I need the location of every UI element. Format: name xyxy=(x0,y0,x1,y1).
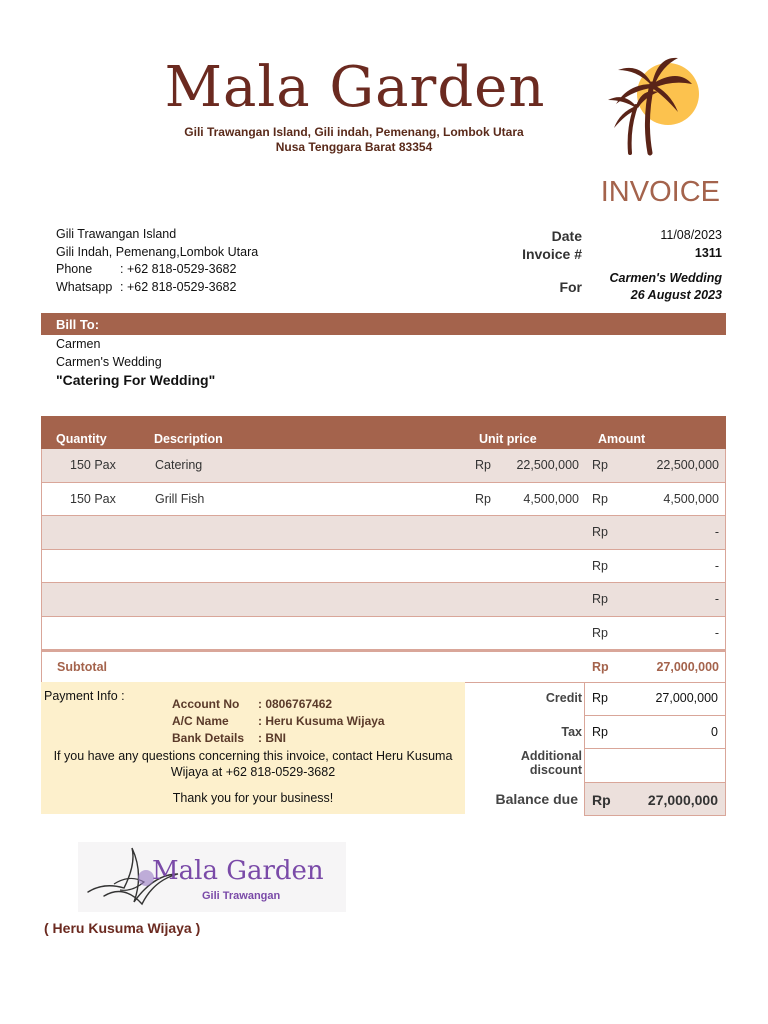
balance-due-value: 27,000,000 xyxy=(647,791,718,808)
tax-label: Tax xyxy=(561,725,582,739)
contact-note-line1: If you have any questions concerning this invoice, contact Heru Kusuma xyxy=(53,749,453,763)
palm-tree-sun-icon xyxy=(600,48,710,158)
items-table xyxy=(41,416,726,683)
stamp-brand: Mala Garden xyxy=(152,856,324,886)
header-amount: Amount xyxy=(598,432,646,446)
table-row xyxy=(41,550,726,584)
signature-stamp xyxy=(78,842,346,912)
invoice-number-label: Invoice # xyxy=(522,246,582,262)
subtotal-row xyxy=(41,650,726,683)
company-address-line2: Nusa Tenggara Barat 83354 xyxy=(275,140,433,154)
table-row xyxy=(41,583,726,617)
bill-to-header xyxy=(41,313,726,335)
balance-due-currency: Rp xyxy=(592,791,611,808)
tax-currency: Rp xyxy=(592,724,608,739)
additional-discount-label-line1: Additional xyxy=(520,749,582,763)
payment-info-box xyxy=(41,682,465,814)
payment-info-title: Payment Info : xyxy=(44,689,125,703)
bill-to-subject: "Catering For Wedding" xyxy=(56,372,216,388)
sender-phone xyxy=(56,261,258,279)
cell-description: Catering xyxy=(155,458,203,472)
brand-title: Mala Garden xyxy=(164,55,546,120)
contact-note-line2: Wijaya at +62 818-0529-3682 xyxy=(170,765,336,779)
credit-cell xyxy=(584,682,726,716)
table-row xyxy=(41,516,726,550)
additional-discount-cell xyxy=(584,749,726,783)
table-row xyxy=(41,617,726,651)
table-header xyxy=(41,416,726,449)
cell-unit-price: 4,500,000 xyxy=(523,491,579,506)
cell-quantity: 150 Pax xyxy=(70,458,116,472)
balance-due-cell xyxy=(584,783,726,817)
bank-details-value: : BNI xyxy=(258,731,286,745)
cell-unit-price: 22,500,000 xyxy=(516,458,579,472)
invoice-number-value: 1311 xyxy=(694,246,722,260)
stamp-subtitle: Gili Trawangan xyxy=(202,890,281,902)
cell-amount: 4,500,000 xyxy=(663,491,719,506)
tax-cell xyxy=(584,716,726,750)
credit-value: 27,000,000 xyxy=(655,691,718,705)
date-label: Date xyxy=(551,228,582,244)
bill-to-event: Carmen's Wedding xyxy=(56,354,162,369)
cell-amount-currency: Rp xyxy=(592,458,608,472)
account-name-value: : Heru Kusuma Wijaya xyxy=(258,714,385,728)
account-number xyxy=(172,697,332,711)
account-number-value: : 0806767462 xyxy=(258,697,333,711)
sender-info xyxy=(56,226,258,296)
credit-label: Credit xyxy=(545,691,582,705)
cell-amount-currency: Rp xyxy=(592,558,608,573)
subtotal-label: Subtotal xyxy=(57,660,107,674)
cell-description: Grill Fish xyxy=(155,491,205,506)
cell-quantity: 150 Pax xyxy=(70,491,116,506)
cell-amount-currency: Rp xyxy=(592,625,608,640)
bill-to-name: Carmen xyxy=(56,337,101,351)
signer-name: ( Heru Kusuma Wijaya ) xyxy=(44,920,201,936)
thank-you-note: Thank you for your business! xyxy=(172,791,334,805)
cell-unit-currency: Rp xyxy=(475,491,491,506)
table-row xyxy=(41,483,726,517)
sender-address-line2: Gili Indah, Pemenang,Lombok Utara xyxy=(56,244,259,259)
for-date: 26 August 2023 xyxy=(630,288,722,302)
sender-address-line1: Gili Trawangan Island xyxy=(56,227,177,241)
whatsapp-value: : +62 818-0529-3682 xyxy=(120,279,237,294)
cell-amount: - xyxy=(714,558,719,573)
bank-details xyxy=(172,731,286,745)
tax-value: 0 xyxy=(711,724,718,739)
invoice-title: INVOICE xyxy=(600,176,720,208)
cell-amount-currency: Rp xyxy=(592,592,608,606)
header-unit-price: Unit price xyxy=(479,432,537,446)
account-name xyxy=(172,714,385,728)
cell-amount: - xyxy=(714,592,719,606)
subtotal-currency: Rp xyxy=(592,660,609,674)
for-event: Carmen's Wedding xyxy=(609,271,722,285)
company-address-line1: Gili Trawangan Island, Gili indah, Pemenang, Lombok Utara xyxy=(184,125,524,139)
cell-amount-currency: Rp xyxy=(592,525,608,539)
subtotal-value: 27,000,000 xyxy=(656,660,719,674)
phone-label: Phone xyxy=(56,262,93,276)
bill-to-label: Bill To: xyxy=(56,317,100,332)
phone-value: : +62 818-0529-3682 xyxy=(120,262,237,276)
header-description: Description xyxy=(154,432,223,446)
cell-amount: - xyxy=(714,625,719,640)
cell-amount: 22,500,000 xyxy=(656,458,719,472)
header-quantity: Quantity xyxy=(56,432,107,446)
cell-amount: - xyxy=(714,525,719,539)
cell-amount-currency: Rp xyxy=(592,491,608,506)
credit-currency: Rp xyxy=(592,691,608,705)
additional-discount-label-line2: discount xyxy=(529,763,582,777)
account-name-label: A/C Name xyxy=(172,714,229,728)
additional-discount-label xyxy=(472,749,582,777)
for-label: For xyxy=(559,279,582,295)
bill-to-info xyxy=(56,336,215,390)
account-number-label: Account No xyxy=(172,697,240,711)
date-value: 11/08/2023 xyxy=(660,228,722,242)
bank-details-label: Bank Details xyxy=(172,731,245,745)
sender-whatsapp xyxy=(56,279,258,297)
whatsapp-label: Whatsapp xyxy=(56,279,113,294)
table-row xyxy=(41,449,726,483)
balance-due-label: Balance due xyxy=(495,791,578,807)
cell-unit-currency: Rp xyxy=(475,458,491,472)
